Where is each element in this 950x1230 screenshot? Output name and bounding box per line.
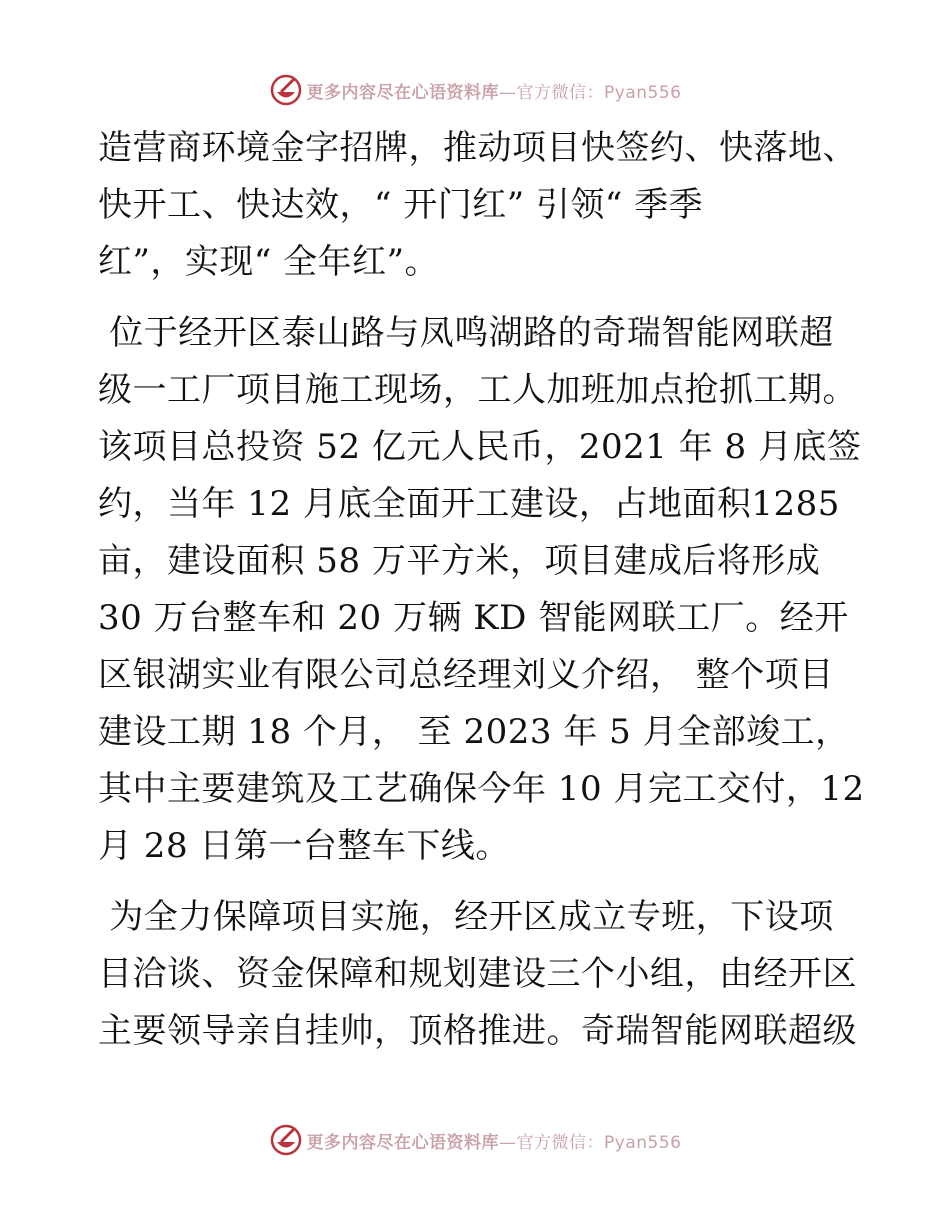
text-line: 快开工、快达效，“ 开门红” 引领“ 季季 xyxy=(98,185,704,225)
header-watermark xyxy=(0,70,950,110)
mortar-pestle-icon xyxy=(269,73,303,107)
paragraph-gap xyxy=(98,291,858,305)
text-line: 位于经开区泰山路与凤鸣湖路的奇瑞智能网联超 xyxy=(98,313,834,353)
text-line: 区银湖实业有限公司总经理刘义介绍， 整个项目 xyxy=(98,655,834,695)
mortar-pestle-icon xyxy=(269,1123,303,1157)
text-line: 红”，实现“ 全年红”。 xyxy=(98,242,439,282)
paragraph xyxy=(98,305,865,875)
text-line: 建设工期 18 个月， 至 2023 年 5 月全部竣工， xyxy=(98,712,850,752)
footer-watermark xyxy=(0,1120,950,1160)
text-line: 主要领导亲自挂帅，顶格推进。奇瑞智能网联超级 xyxy=(98,1011,857,1051)
paragraph-gap xyxy=(98,875,858,889)
text-line: 为全力保障项目实施，经开区成立专班，下设项 xyxy=(98,897,834,937)
text-line: 其中主要建筑及工艺确保今年 10 月完工交付，12 xyxy=(98,769,865,809)
text-line: 月 28 日第一台整车下线。 xyxy=(98,826,510,866)
watermark-contact: —官方微信：Pyan556 xyxy=(499,82,682,103)
text-line: 约，当年 12 月底全面开工建设，占地面积1285 xyxy=(98,484,840,524)
paragraph xyxy=(98,889,858,1060)
watermark-contact: —官方微信：Pyan556 xyxy=(499,1132,682,1153)
document-body xyxy=(98,120,865,1060)
watermark-brand: 更多内容尽在心语资料库 xyxy=(306,82,500,103)
text-line: 30 万台整车和 20 万辆 KD 智能网联工厂。经开 xyxy=(98,598,849,638)
watermark-brand: 更多内容尽在心语资料库 xyxy=(306,1132,500,1153)
text-line: 目洽谈、资金保障和规划建设三个小组，由经开区 xyxy=(98,954,857,994)
text-line: 亩，建设面积 58 万平方米，项目建成后将形成 xyxy=(98,541,821,581)
text-line: 造营商环境金字招牌，推动项目快签约、快落地、 xyxy=(98,128,857,168)
paragraph xyxy=(98,120,858,291)
text-line: 级一工厂项目施工现场，工人加班加点抢抓工期。 xyxy=(98,370,857,410)
text-line: 该项目总投资 52 亿元人民币，2021 年 8 月底签 xyxy=(98,427,862,467)
